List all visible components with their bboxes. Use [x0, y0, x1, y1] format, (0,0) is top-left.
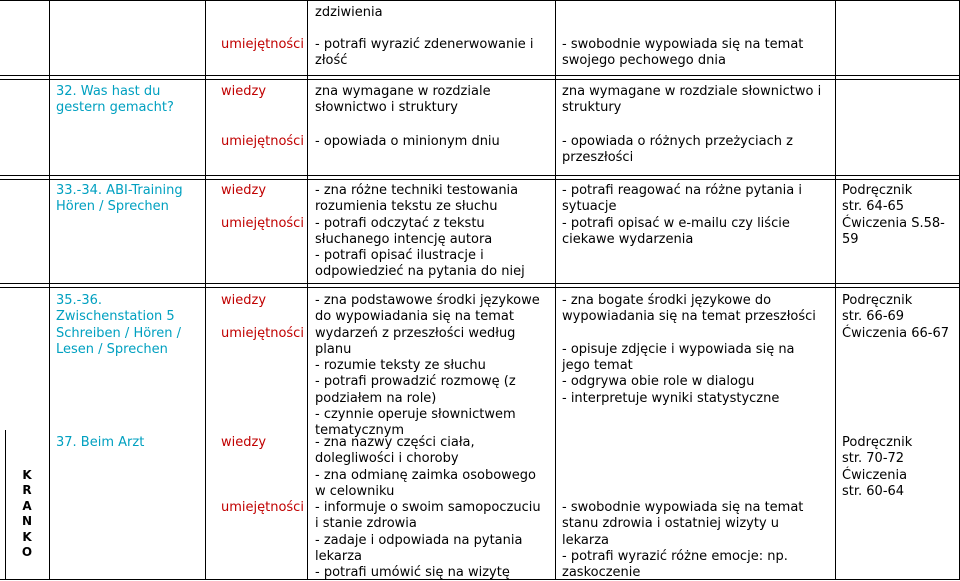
category-label: umiejętności — [221, 500, 304, 515]
outcome-text: - swobodnie wypowiada się na temat swojego pechowego dnia — [562, 37, 804, 69]
materials-text: Podręcznik str. 70-72 Ćwiczenia str. 60-64 — [842, 435, 913, 499]
column-border — [835, 0, 836, 580]
column-border — [49, 0, 50, 580]
materials-text: Podręcznik str. 64-65 Ćwiczenia S.58- 59 — [842, 183, 945, 247]
category-label: wiedzy — [221, 84, 267, 99]
category-label: wiedzy umiejętności — [221, 183, 304, 231]
lesson-topic: 35.-36. Zwischenstation 5 Schreiben / Hören / Lesen / Sprechen — [56, 293, 181, 357]
learned-text: - informuje o swoim samopoczuciu i stanie zdrowia - zadaje i odpowiada na pytania lekarza - potrafi umówić się na wizytę — [315, 500, 541, 581]
table-border-top — [0, 0, 960, 1]
row-separator — [0, 175, 960, 176]
learned-text: zdziwienia — [315, 5, 383, 20]
row-separator — [0, 179, 960, 180]
learned-text: zna wymagane w rozdziale słownictwo i struktury — [315, 84, 491, 116]
category-label: umiejętności — [221, 37, 304, 52]
materials-text: Podręcznik str. 66-69 Ćwiczenia 66-67 — [842, 293, 950, 341]
column-border — [555, 0, 556, 580]
row-separator — [0, 75, 960, 76]
outcome-text: - potrafi reagować na różne pytania i sytuacje - potrafi opisać w e-mailu czy liście ciekawe wydarzenia — [562, 183, 802, 247]
category-label: wiedzy umiejętności — [221, 293, 304, 341]
lesson-topic: 32. Was hast du gestern gemacht? — [56, 84, 174, 116]
category-label: wiedzy — [221, 435, 267, 450]
learned-text: - zna nazwy części ciała, dolegliwości i choroby - zna odmianę zaimka osobowego w celowniku — [315, 435, 536, 499]
column-border — [205, 0, 206, 580]
outcome-text: - opowiada o różnych przeżyciach z przeszłości — [562, 134, 793, 166]
lesson-topic: 33.-34. ABI-Training Hören / Sprechen — [56, 183, 183, 215]
learned-text: - potrafi wyrazić zdenerwowanie i złość — [315, 37, 534, 69]
outcome-text: zna wymagane w rozdziale słownictwo i struktury — [562, 84, 822, 116]
row-separator — [0, 283, 960, 284]
learned-text: - zna różne techniki testowania rozumienia tekstu ze słuchu - potrafi odczytać z tekstu słuchanego intencję autora - potrafi opisać ilustracje i odpowiedzieć na pytania do niej — [315, 183, 525, 280]
column-border — [307, 0, 308, 580]
side-column-border — [5, 430, 6, 580]
learned-text: - opowiada o minionym dniu — [315, 134, 500, 149]
row-separator — [0, 79, 960, 80]
lesson-topic: 37. Beim Arzt — [56, 435, 145, 450]
outcome-text: - zna bogate środki językowe do wypowiadania się na temat przeszłości - opisuje zdjęcie i wypowiada się na jego temat - odgrywa obie role w dialogu - interpretuje wyniki statystyczne — [562, 293, 816, 406]
category-label: umiejętności — [221, 134, 304, 149]
row-separator — [0, 287, 960, 288]
side-label: K R A N K O — [21, 468, 33, 560]
learned-text: - zna podstawowe środki językowe do wypowiadania się na temat wydarzeń z przeszłości według planu - rozumie teksty ze słuchu - potrafi prowadzić rozmowę (z podziałem na role) - czynnie operuje słownictwem tematycznym — [315, 293, 540, 439]
outcome-text: - swobodnie wypowiada się na temat stanu zdrowia i ostatniej wizyty u lekarza - potrafi wyrazić różne emocje: np. zaskoczenie — [562, 500, 804, 581]
